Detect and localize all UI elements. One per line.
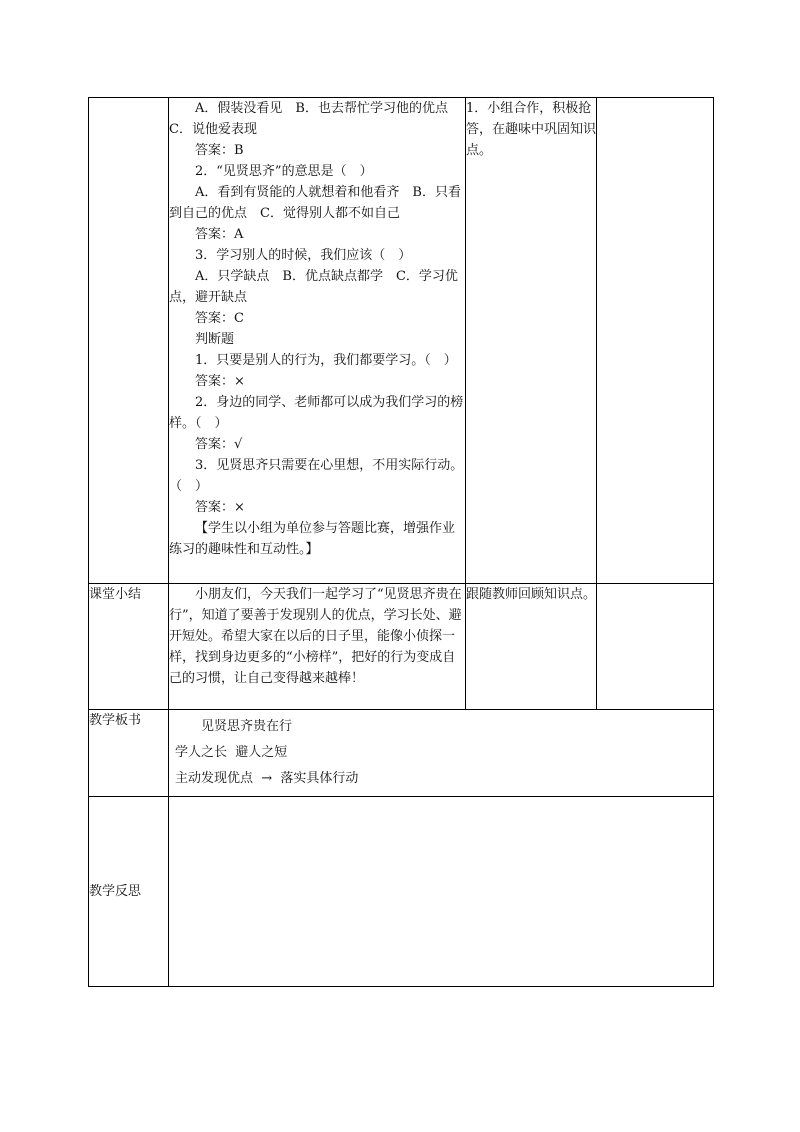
summary-student-cell xyxy=(466,584,597,710)
practice-line: 答案：C xyxy=(195,311,244,326)
practice-line: 2．“见贤思齐”的意思是（ ） xyxy=(195,164,373,179)
student-activity-text: 1．小组合作，积极抢答，在趣味中巩固知识点。 xyxy=(466,101,597,158)
summary-notes-cell xyxy=(597,584,714,710)
practice-notes-cell xyxy=(597,98,714,584)
practice-row xyxy=(89,98,714,584)
board-line-2: 学人之长 避人之短 xyxy=(175,745,288,760)
practice-line: 答案：× xyxy=(195,374,245,389)
summary-row xyxy=(89,584,714,710)
reflection-label: 教学反思 xyxy=(89,797,169,987)
reflection-row xyxy=(89,797,714,987)
lesson-plan-table xyxy=(88,97,714,987)
summary-student-text: 跟随教师回顾知识点。 xyxy=(466,587,597,602)
practice-line: 答案：× xyxy=(195,500,245,515)
board-label: 教学板书 xyxy=(89,710,169,797)
practice-line: 2．身边的同学、老师都可以成为我们学习的榜样。（ ） xyxy=(169,395,464,431)
practice-line: 3．见贤思齐只需要在心里想，不用实际行动。（ ） xyxy=(169,458,464,494)
practice-line: 3．学习别人的时候，我们应该（ ） xyxy=(195,248,412,263)
practice-line: 答案：√ xyxy=(195,437,243,452)
reflection-content-cell xyxy=(169,797,714,987)
board-title: 见贤思齐贵在行 xyxy=(201,719,293,734)
summary-text: 小朋友们，今天我们一起学习了“见贤思齐贵在行”，知道了要善于发现别人的优点，学习长处、避开短处。希望大家在以后的日子里，能像小侦探一样，找到身边更多的“小榜样”，把好的行为变成自己的习惯，让自己变得越来越棒！ xyxy=(169,587,462,686)
board-content-cell xyxy=(169,710,714,797)
practice-lines xyxy=(169,98,465,560)
board-line-3: 主动发现优点 → 落实具体行动 xyxy=(175,771,359,786)
practice-line: 1．只要是别人的行为，我们都要学习。（ ） xyxy=(195,353,457,368)
board-row xyxy=(89,710,714,797)
practice-label-cell xyxy=(89,98,169,584)
practice-line: 判断题 xyxy=(195,332,235,347)
practice-line: A．看到有贤能的人就想着和他看齐 B．只看到自己的优点 C．觉得别人都不如自己 xyxy=(169,185,461,221)
summary-label: 课堂小结 xyxy=(89,584,169,710)
practice-line: A．只学缺点 B．优点缺点都学 C．学习优点，避开缺点 xyxy=(169,269,458,305)
practice-line: 答案：A xyxy=(195,227,244,242)
summary-content-cell xyxy=(169,584,466,710)
practice-line: A．假装没看见 B．也去帮忙学习他的优点 C．说他爱表现 xyxy=(169,101,461,137)
practice-line: 答案：B xyxy=(195,143,244,158)
practice-line: 【学生以小组为单位参与答题比赛，增强作业练习的趣味性和互动性。】 xyxy=(169,521,456,557)
practice-content-cell xyxy=(169,98,466,584)
practice-student-cell xyxy=(466,98,597,584)
